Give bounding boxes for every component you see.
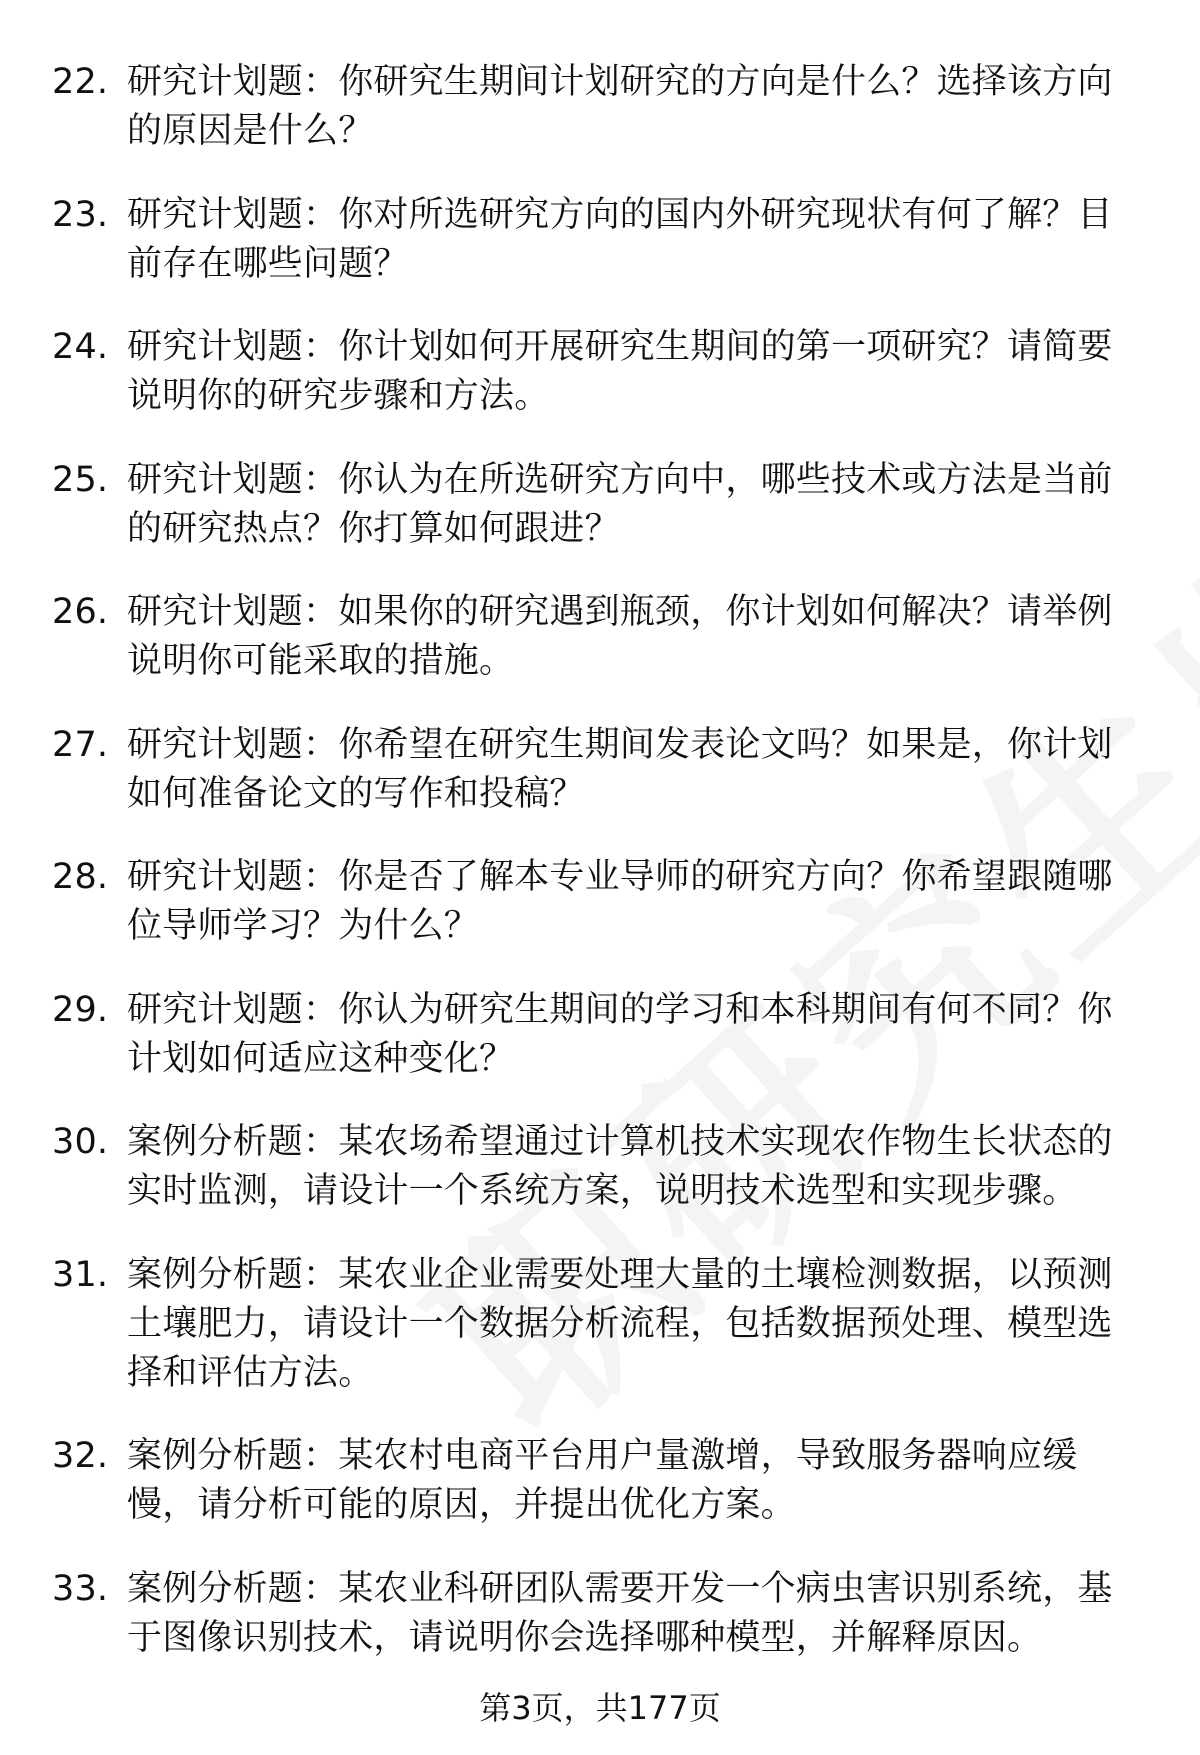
question-number: 26. bbox=[52, 592, 109, 632]
question-text: 研究计划题：你是否了解本专业导师的研究方向？你希望跟随哪位导师学习？为什么？ bbox=[127, 857, 1113, 946]
question-text: 研究计划题：你希望在研究生期间发表论文吗？如果是，你计划如何准备论文的写作和投稿？ bbox=[127, 724, 1113, 814]
question-number: 24. bbox=[52, 327, 109, 367]
question-number: 29. bbox=[52, 989, 109, 1030]
question-text: 研究计划题：你认为在所选研究方向中，哪些技术或方法是当前的研究热点？你打算如何跟进？ bbox=[127, 459, 1113, 549]
list-item bbox=[52, 191, 1142, 289]
question-text: 研究计划题：你计划如何开展研究生期间的第一项研究？请简要说明你的研究步骤和方法。 bbox=[127, 327, 1113, 416]
page-number-footer: 第3页，共177页 bbox=[479, 1689, 721, 1727]
question-number: 33. bbox=[52, 1568, 109, 1609]
question-text: 案例分析题：某农业企业需要处理大量的土壤检测数据，以预测土壤肥力，请设计一个数据分析流程，包括数据预处理、模型选择和评估方法。 bbox=[127, 1254, 1113, 1393]
list-item bbox=[52, 456, 1142, 554]
question-text: 研究计划题：你认为研究生期间的学习和本科期间有何不同？你计划如何适应这种变化？ bbox=[127, 989, 1113, 1079]
question-text: 研究计划题：你对所选研究方向的国内外研究现状有何了解？目前存在哪些问题？ bbox=[127, 194, 1113, 284]
list-item bbox=[52, 986, 1142, 1084]
question-number: 25. bbox=[52, 459, 109, 500]
question-number: 23. bbox=[52, 194, 109, 235]
question-number: 27. bbox=[52, 724, 109, 765]
question-number: 30. bbox=[52, 1122, 109, 1162]
question-number: 22. bbox=[52, 62, 109, 102]
question-text: 案例分析题：某农场希望通过计算机技术实现农作物生长状态的实时监测，请设计一个系统方案，说明技术选型和实现步骤。 bbox=[127, 1122, 1113, 1211]
question-number: 31. bbox=[52, 1254, 109, 1295]
list-item bbox=[52, 721, 1142, 819]
question-number: 32. bbox=[52, 1436, 109, 1476]
list-item bbox=[52, 1251, 1142, 1398]
question-text: 案例分析题：某农业科研团队需要开发一个病虫害识别系统，基于图像识别技术，请说明你会选择哪种模型，并解释原因。 bbox=[127, 1568, 1113, 1658]
question-text: 案例分析题：某农村电商平台用户量激增，导致服务器响应缓慢，请分析可能的原因，并提出优化方案。 bbox=[127, 1436, 1078, 1525]
list-item bbox=[52, 1565, 1142, 1663]
list-item bbox=[52, 1118, 1142, 1216]
list-item bbox=[52, 323, 1142, 421]
list-item bbox=[52, 588, 1142, 686]
list-item bbox=[52, 853, 1142, 951]
list-item bbox=[52, 1432, 1142, 1530]
question-list bbox=[52, 58, 1142, 1663]
question-text: 研究计划题：如果你的研究遇到瓶颈，你计划如何解决？请举例说明你可能采取的措施。 bbox=[127, 592, 1113, 681]
question-text: 研究计划题：你研究生期间计划研究的方向是什么？选择该方向的原因是什么？ bbox=[127, 62, 1113, 151]
list-item bbox=[52, 58, 1142, 156]
question-number: 28. bbox=[52, 857, 109, 897]
